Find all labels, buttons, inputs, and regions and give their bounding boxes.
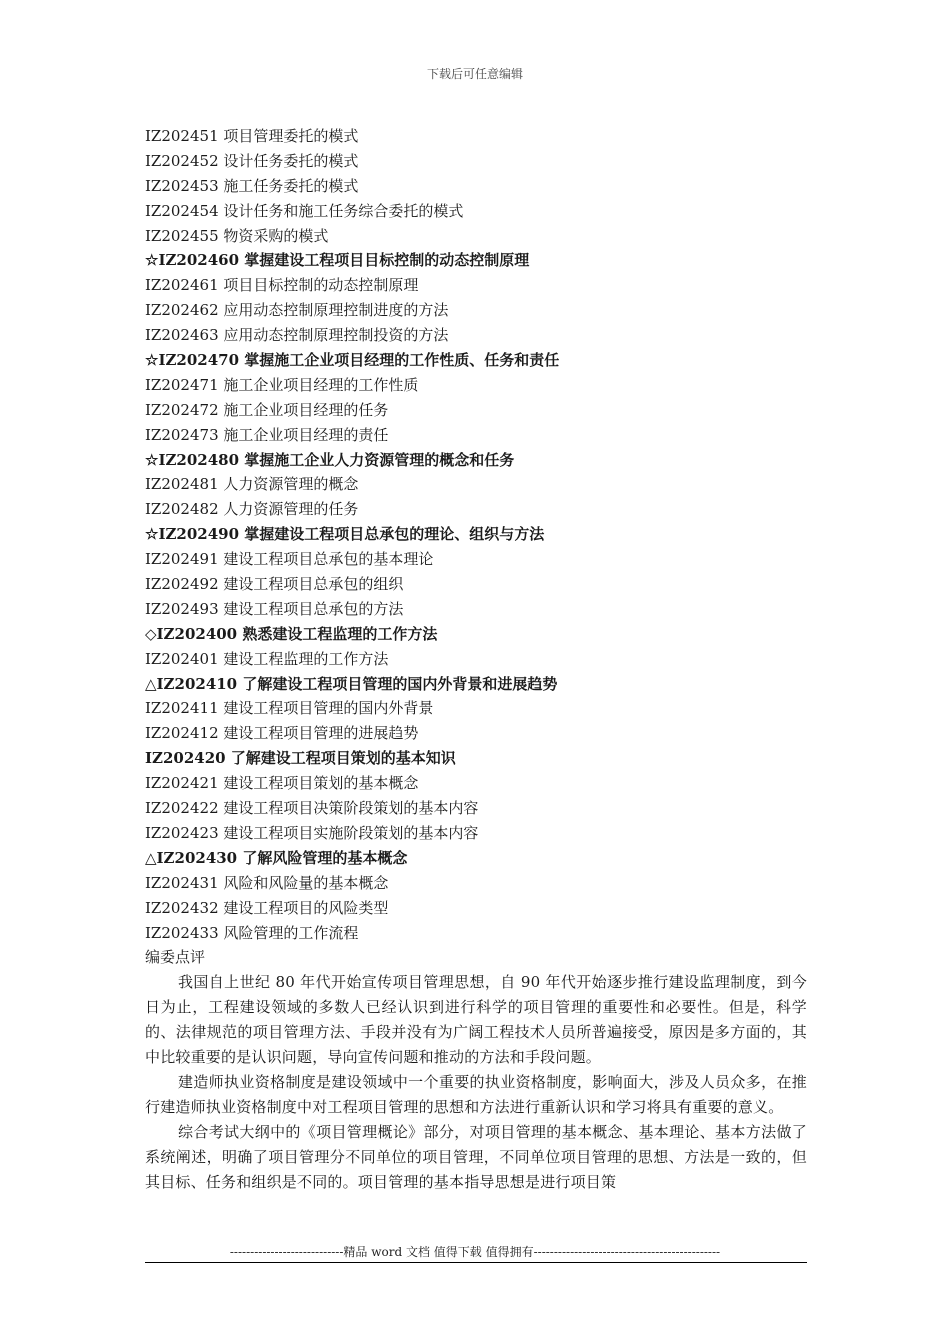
outline-item: IZ202433 风险管理的工作流程 <box>145 923 359 942</box>
footer-rule <box>145 1262 807 1263</box>
outline-item: IZ202452 设计任务委托的模式 <box>145 151 359 170</box>
outline-section-heading: ☆IZ202490 掌握建设工程项目总承包的理论、组织与方法 <box>145 525 545 544</box>
outline-section-heading: △IZ202410 了解建设工程项目管理的国内外背景和进展趋势 <box>145 674 558 693</box>
outline-item: IZ202453 施工任务委托的模式 <box>145 176 359 195</box>
syllabus-outline <box>145 124 825 945</box>
outline-section-heading: ☆IZ202480 掌握施工企业人力资源管理的概念和任务 <box>145 450 515 469</box>
outline-item: IZ202412 建设工程项目管理的进展趋势 <box>145 724 419 743</box>
outline-item: IZ202411 建设工程项目管理的国内外背景 <box>145 699 434 718</box>
comment-paragraph: 建造师执业资格制度是建设领域中一个重要的执业资格制度，影响面大，涉及人员众多，在推行建造师执业资格制度中对工程项目管理的思想和方法进行重新认识和学习将具有重要的意义。 <box>145 1073 807 1116</box>
outline-item: IZ202421 建设工程项目策划的基本概念 <box>145 774 419 793</box>
outline-item: IZ202401 建设工程监理的工作方法 <box>145 649 389 668</box>
outline-item: IZ202422 建设工程项目决策阶段策划的基本内容 <box>145 799 479 818</box>
outline-item: IZ202491 建设工程项目总承包的基本理论 <box>145 550 434 569</box>
outline-item: IZ202431 风险和风险量的基本概念 <box>145 873 389 892</box>
outline-item: IZ202454 设计任务和施工任务综合委托的模式 <box>145 201 464 220</box>
outline-item: IZ202481 人力资源管理的概念 <box>145 475 359 494</box>
comment-heading: 编委点评 <box>145 948 206 966</box>
outline-item: IZ202471 施工企业项目经理的工作性质 <box>145 375 419 394</box>
outline-item: IZ202461 项目目标控制的动态控制原理 <box>145 276 419 295</box>
outline-item: IZ202492 建设工程项目总承包的组织 <box>145 575 404 594</box>
outline-section-heading: ◇IZ202400 熟悉建设工程监理的工作方法 <box>145 624 438 643</box>
outline-item: IZ202473 施工企业项目经理的责任 <box>145 425 389 444</box>
outline-section-heading: IZ202420 了解建设工程项目策划的基本知识 <box>145 749 456 768</box>
outline-item: IZ202482 人力资源管理的任务 <box>145 500 359 519</box>
outline-item: IZ202423 建设工程项目实施阶段策划的基本内容 <box>145 823 479 842</box>
outline-item: IZ202455 物资采购的模式 <box>145 226 329 245</box>
comment-paragraph: 综合考试大纲中的《项目管理概论》部分，对项目管理的基本概念、基本理论、基本方法做了系统阐述，明确了项目管理分不同单位的项目管理，不同单位项目管理的思想、方法是一致的，但其目标、任务和组织是不同的。项目管理的基本指导思想是进行项目策 <box>145 1123 807 1191</box>
comment-body <box>145 970 807 1195</box>
outline-item: IZ202451 项目管理委托的模式 <box>145 127 359 145</box>
page-footer: ----------------------------精品 word 文档 值得下载 值得拥有---------------------------------------------- <box>229 1245 721 1259</box>
outline-section-heading: △IZ202430 了解风险管理的基本概念 <box>145 848 408 867</box>
outline-item: IZ202432 建设工程项目的风险类型 <box>145 898 389 917</box>
outline-item: IZ202493 建设工程项目总承包的方法 <box>145 599 404 618</box>
outline-section-heading: ☆IZ202470 掌握施工企业项目经理的工作性质、任务和责任 <box>145 351 560 370</box>
outline-item: IZ202462 应用动态控制原理控制进度的方法 <box>145 301 449 320</box>
outline-item: IZ202463 应用动态控制原理控制投资的方法 <box>145 326 449 345</box>
page-header: 下载后可任意编辑 <box>426 67 523 81</box>
outline-section-heading: ☆IZ202460 掌握建设工程项目目标控制的动态控制原理 <box>145 251 530 270</box>
comment-paragraph: 我国自上世纪 80 年代开始宣传项目管理思想，自 90 年代开始逐步推行建设监理制度，到今日为止，工程建设领域的多数人已经认识到进行科学的项目管理的重要性和必要性。但是，科学的、法律规范的项目管理方法、手段并没有为广阔工程技术人员所普遍接受，原因是多方面的，其中比较重要的是认识问题，导向宣传问题和推动的方法和手段问题。 <box>145 973 807 1066</box>
outline-item: IZ202472 施工企业项目经理的任务 <box>145 400 389 419</box>
